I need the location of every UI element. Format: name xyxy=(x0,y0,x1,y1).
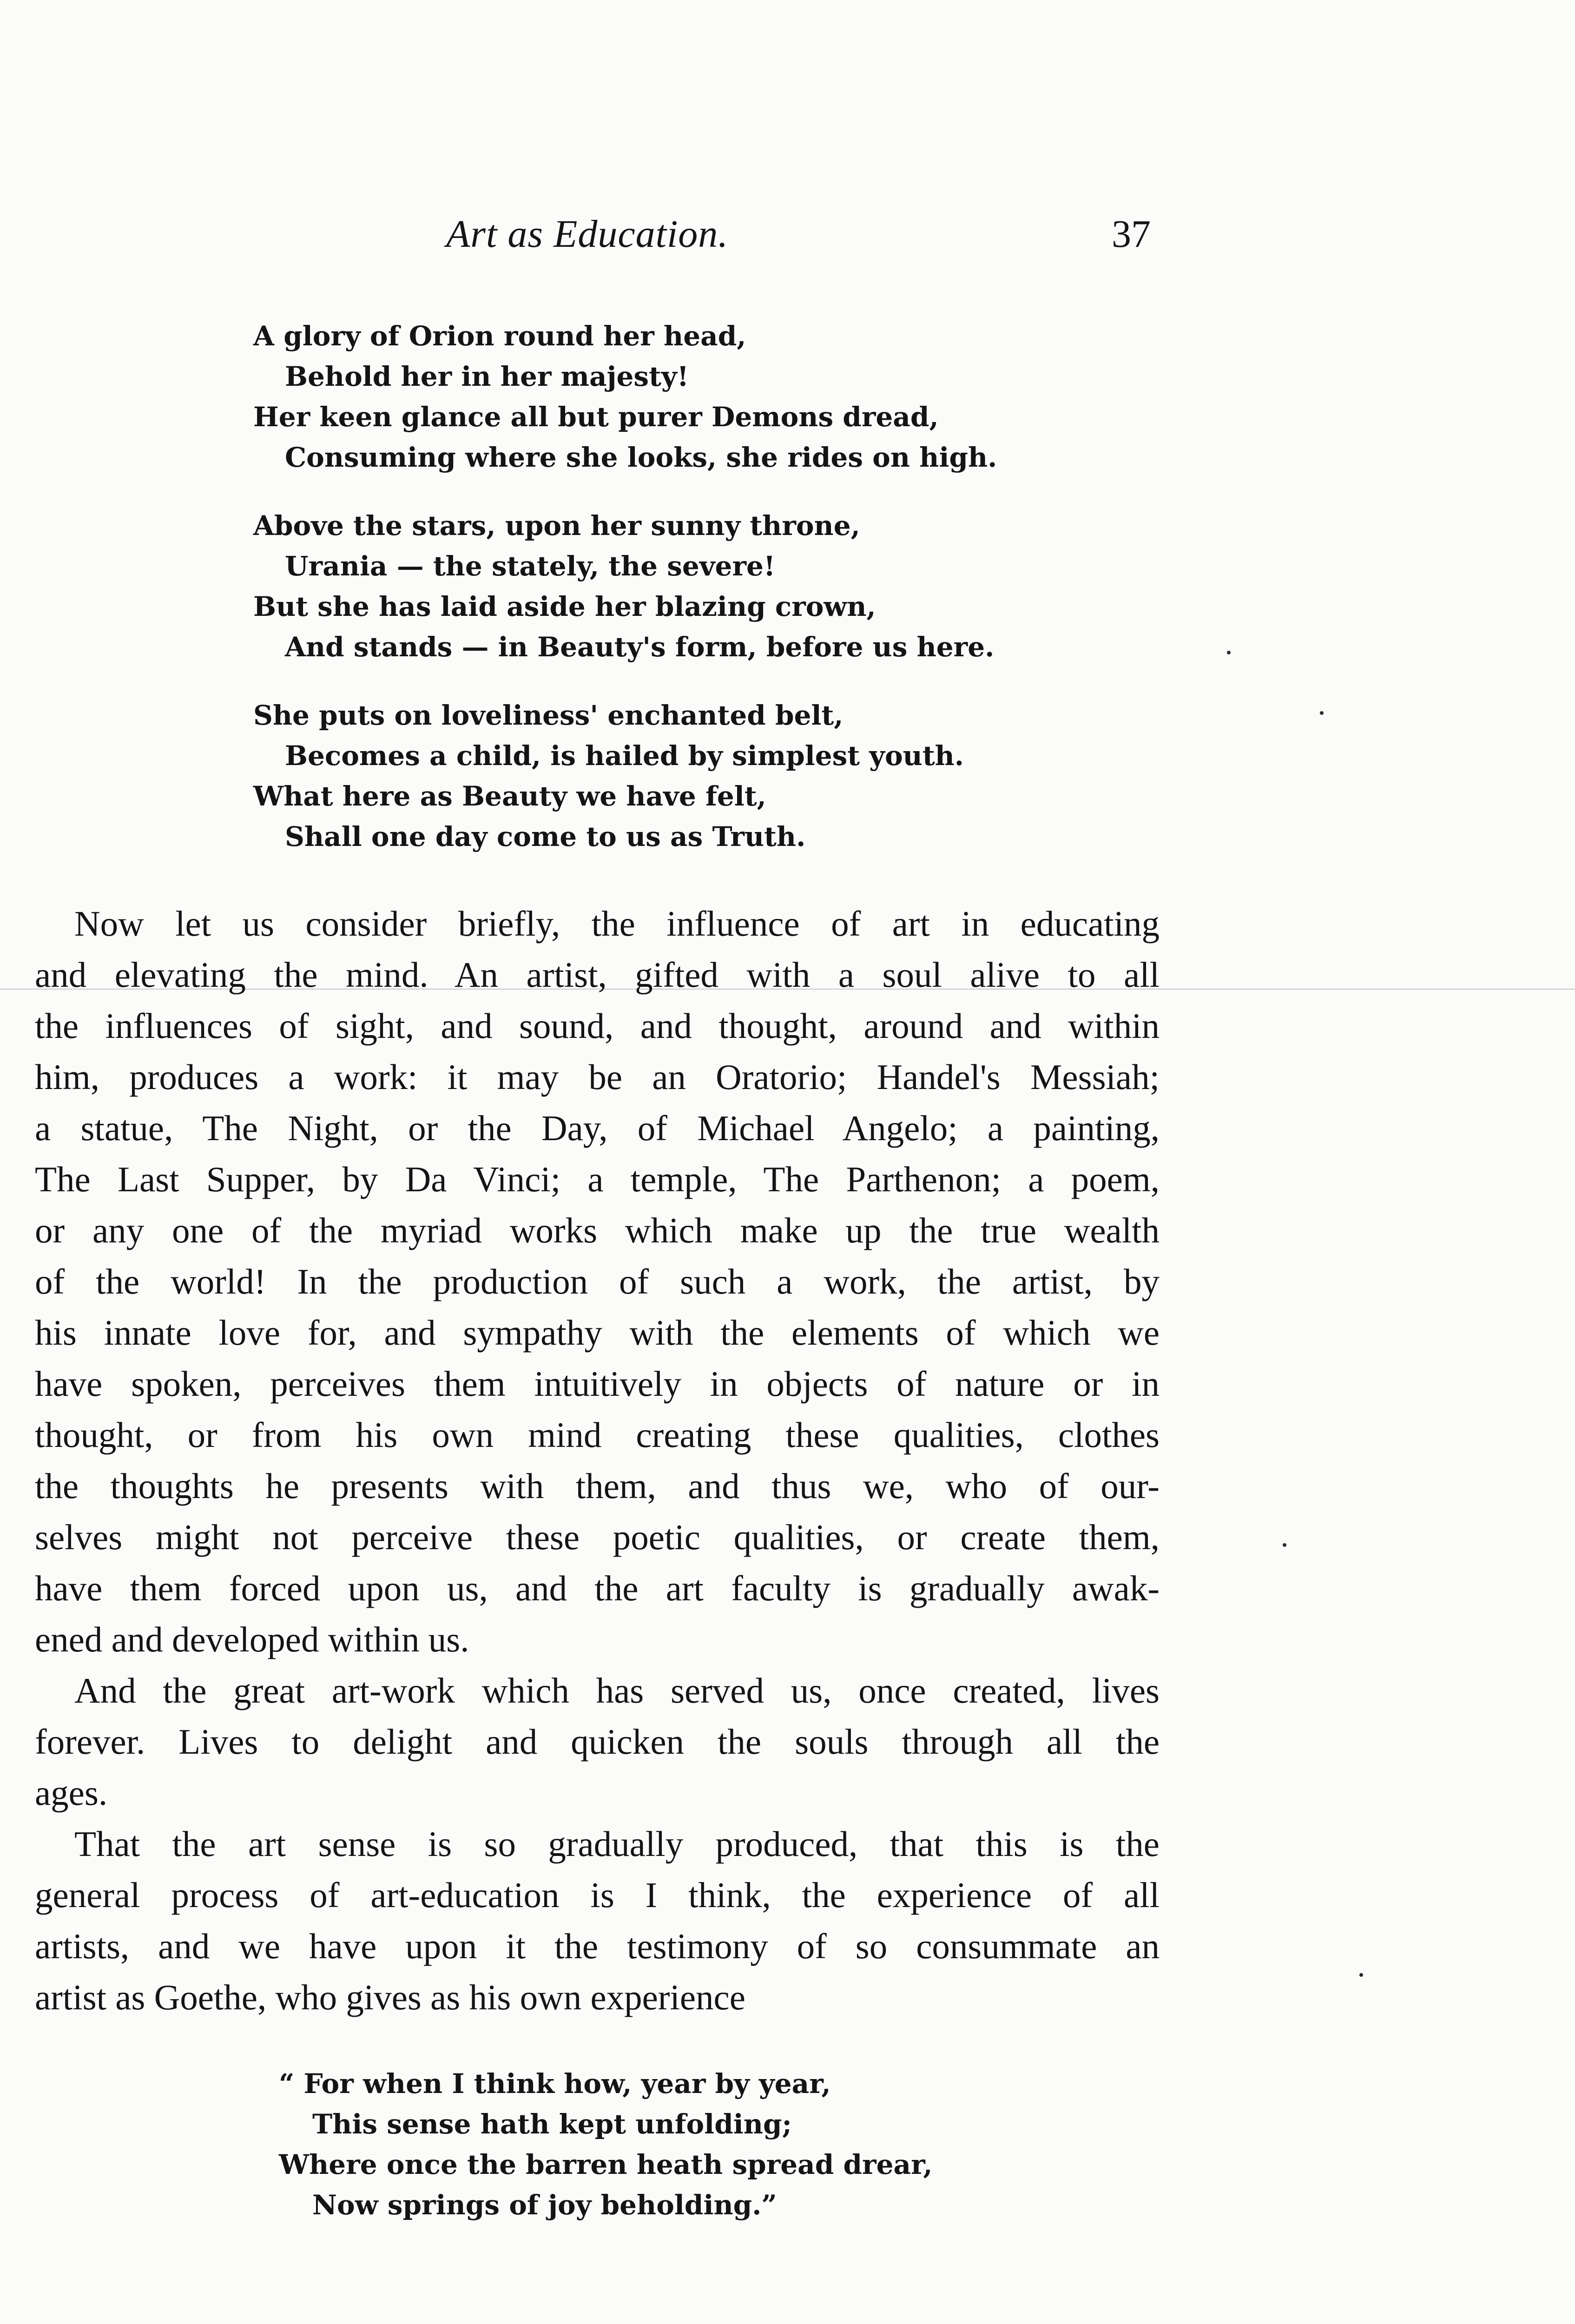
prose-line: thought, or from his own mind creating these qualities, clothes xyxy=(35,1415,1160,1455)
poem-line: But she has laid aside her blazing crown, xyxy=(253,591,876,622)
prose-line: artists, and we have upon it the testimony of so consummate an xyxy=(35,1926,1160,1966)
poem-line: And stands — in Beauty's form, before us here. xyxy=(285,631,995,663)
poem-line: Becomes a child, is hailed by simplest youth. xyxy=(285,740,964,772)
prose-line: general process of art-education is I think, the experience of all xyxy=(35,1875,1160,1915)
prose-line: The Last Supper, by Da Vinci; a temple, The Parthenon; a poem, xyxy=(35,1159,1160,1199)
poem-stanza xyxy=(253,506,997,667)
running-title: Art as Education. xyxy=(446,212,729,256)
prose-line: ened and developed within us. xyxy=(35,1619,469,1659)
prose-line: and elevating the mind. An artist, gifted with a soul alive to all xyxy=(35,955,1160,995)
poem-stanza xyxy=(253,695,997,857)
poem-line: Urania — the stately, the severe! xyxy=(285,550,776,582)
prose-line: a statue, The Night, or the Day, of Michael Angelo; a painting, xyxy=(35,1108,1160,1148)
prose-line: Now let us consider briefly, the influence of art in educating xyxy=(74,904,1160,944)
poem-stanza xyxy=(253,316,997,478)
prose-line: him, produces a work: it may be an Oratorio; Handel's Messiah; xyxy=(35,1057,1160,1097)
prose-line: That the art sense is so gradually produced, that this is the xyxy=(74,1824,1160,1864)
body-text xyxy=(35,898,1160,2023)
page-number: 37 xyxy=(1112,212,1151,256)
prose-line: ages. xyxy=(35,1773,108,1813)
prose-line: selves might not perceive these poetic qualities, or create them, xyxy=(35,1517,1160,1557)
page-header xyxy=(0,211,1575,263)
paper-speck xyxy=(1320,711,1324,715)
prose-line: or any one of the myriad works which make up the true wealth xyxy=(35,1210,1160,1250)
prose-line: of the world! In the production of such a work, the artist, by xyxy=(35,1261,1160,1301)
paper-speck xyxy=(1283,1543,1286,1547)
poem-line: Above the stars, upon her sunny throne, xyxy=(253,510,860,541)
goethe-quote-poem xyxy=(279,2064,933,2225)
epigraph-poem xyxy=(253,316,997,857)
paper-speck xyxy=(1227,651,1231,654)
prose-line: his innate love for, and sympathy with the elements of which we xyxy=(35,1313,1160,1353)
prose-line: artist as Goethe, who gives as his own experience xyxy=(35,1977,745,2017)
prose-line: have them forced upon us, and the art faculty is gradually awak- xyxy=(35,1568,1160,1608)
prose-line: have spoken, perceives them intuitively in objects of nature or in xyxy=(35,1364,1160,1404)
poem-line: What here as Beauty we have felt, xyxy=(253,780,766,812)
prose-line: And the great art-work which has served us, once created, lives xyxy=(74,1670,1160,1710)
prose-line: forever. Lives to delight and quicken the souls through all the xyxy=(35,1722,1160,1762)
poem-line: Behold her in her majesty! xyxy=(285,361,689,392)
poem-line: Consuming where she looks, she rides on high. xyxy=(285,442,997,473)
poem-line: Now springs of joy beholding.” xyxy=(312,2189,777,2221)
poem-line: “ For when I think how, year by year, xyxy=(279,2068,831,2100)
poem-line: Her keen glance all but purer Demons dread, xyxy=(253,401,939,433)
poem-line: She puts on loveliness' enchanted belt, xyxy=(253,700,844,731)
paper-speck xyxy=(1359,1973,1363,1977)
poem-line: Shall one day come to us as Truth. xyxy=(285,821,806,852)
prose-line: the thoughts he presents with them, and thus we, who of our- xyxy=(35,1466,1160,1506)
prose-line: the influences of sight, and sound, and thought, around and within xyxy=(35,1006,1160,1046)
poem-line: A glory of Orion round her head, xyxy=(253,320,746,352)
poem-line: Where once the barren heath spread drear, xyxy=(279,2149,933,2180)
poem-line: This sense hath kept unfolding; xyxy=(312,2108,792,2140)
